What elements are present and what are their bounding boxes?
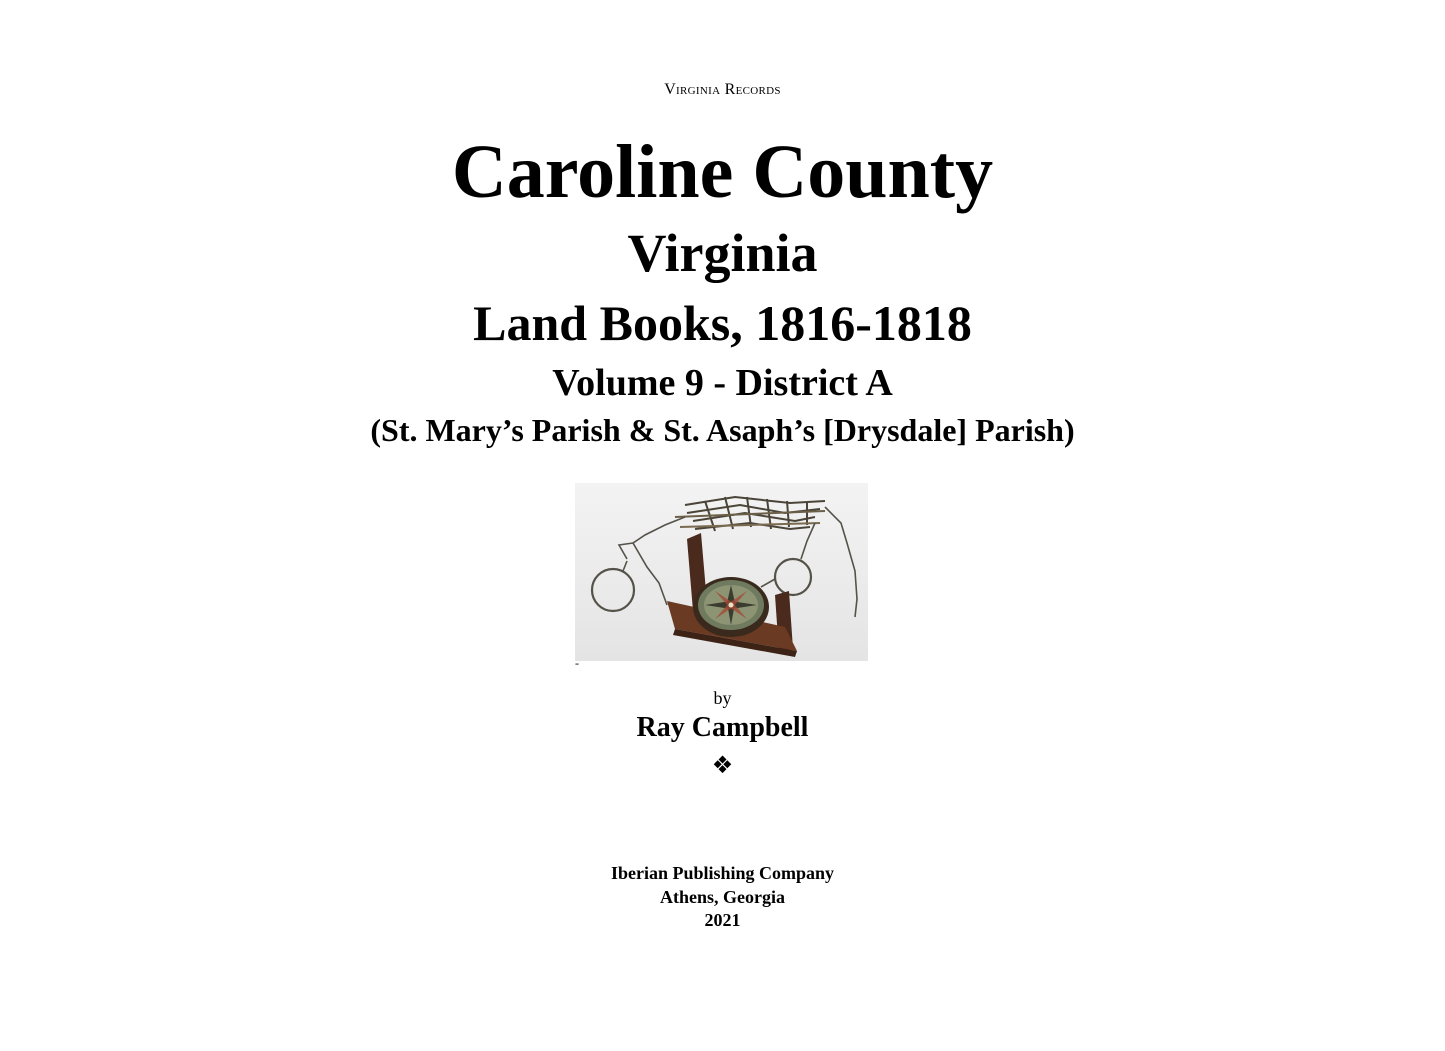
book-title: Caroline County [451,130,994,214]
surveyor-chain-bundle [675,497,825,531]
book-subtitle: Land Books, 1816-1818 [473,295,972,351]
publication-year: 2021 [704,910,741,930]
surveyor-chain-left [592,517,685,611]
state-name: Virginia [627,223,818,283]
publisher-city: Athens, Georgia [660,887,785,907]
compass-dial [693,577,769,637]
caption-mark: - [575,656,579,670]
series-name: Virginia Records [664,81,781,98]
volume-label: Volume 9 - District A [552,362,893,404]
by-label: by [713,688,732,708]
ornament-icon: ❖ [711,751,734,779]
parishes-label: (St. Mary’s Parish & St. Asaph’s [Drysdale] Parish) [370,412,1075,448]
publisher-name: Iberian Publishing Company [610,863,835,883]
compass-chain-illustration [575,483,868,661]
author-name: Ray Campbell [636,712,809,743]
